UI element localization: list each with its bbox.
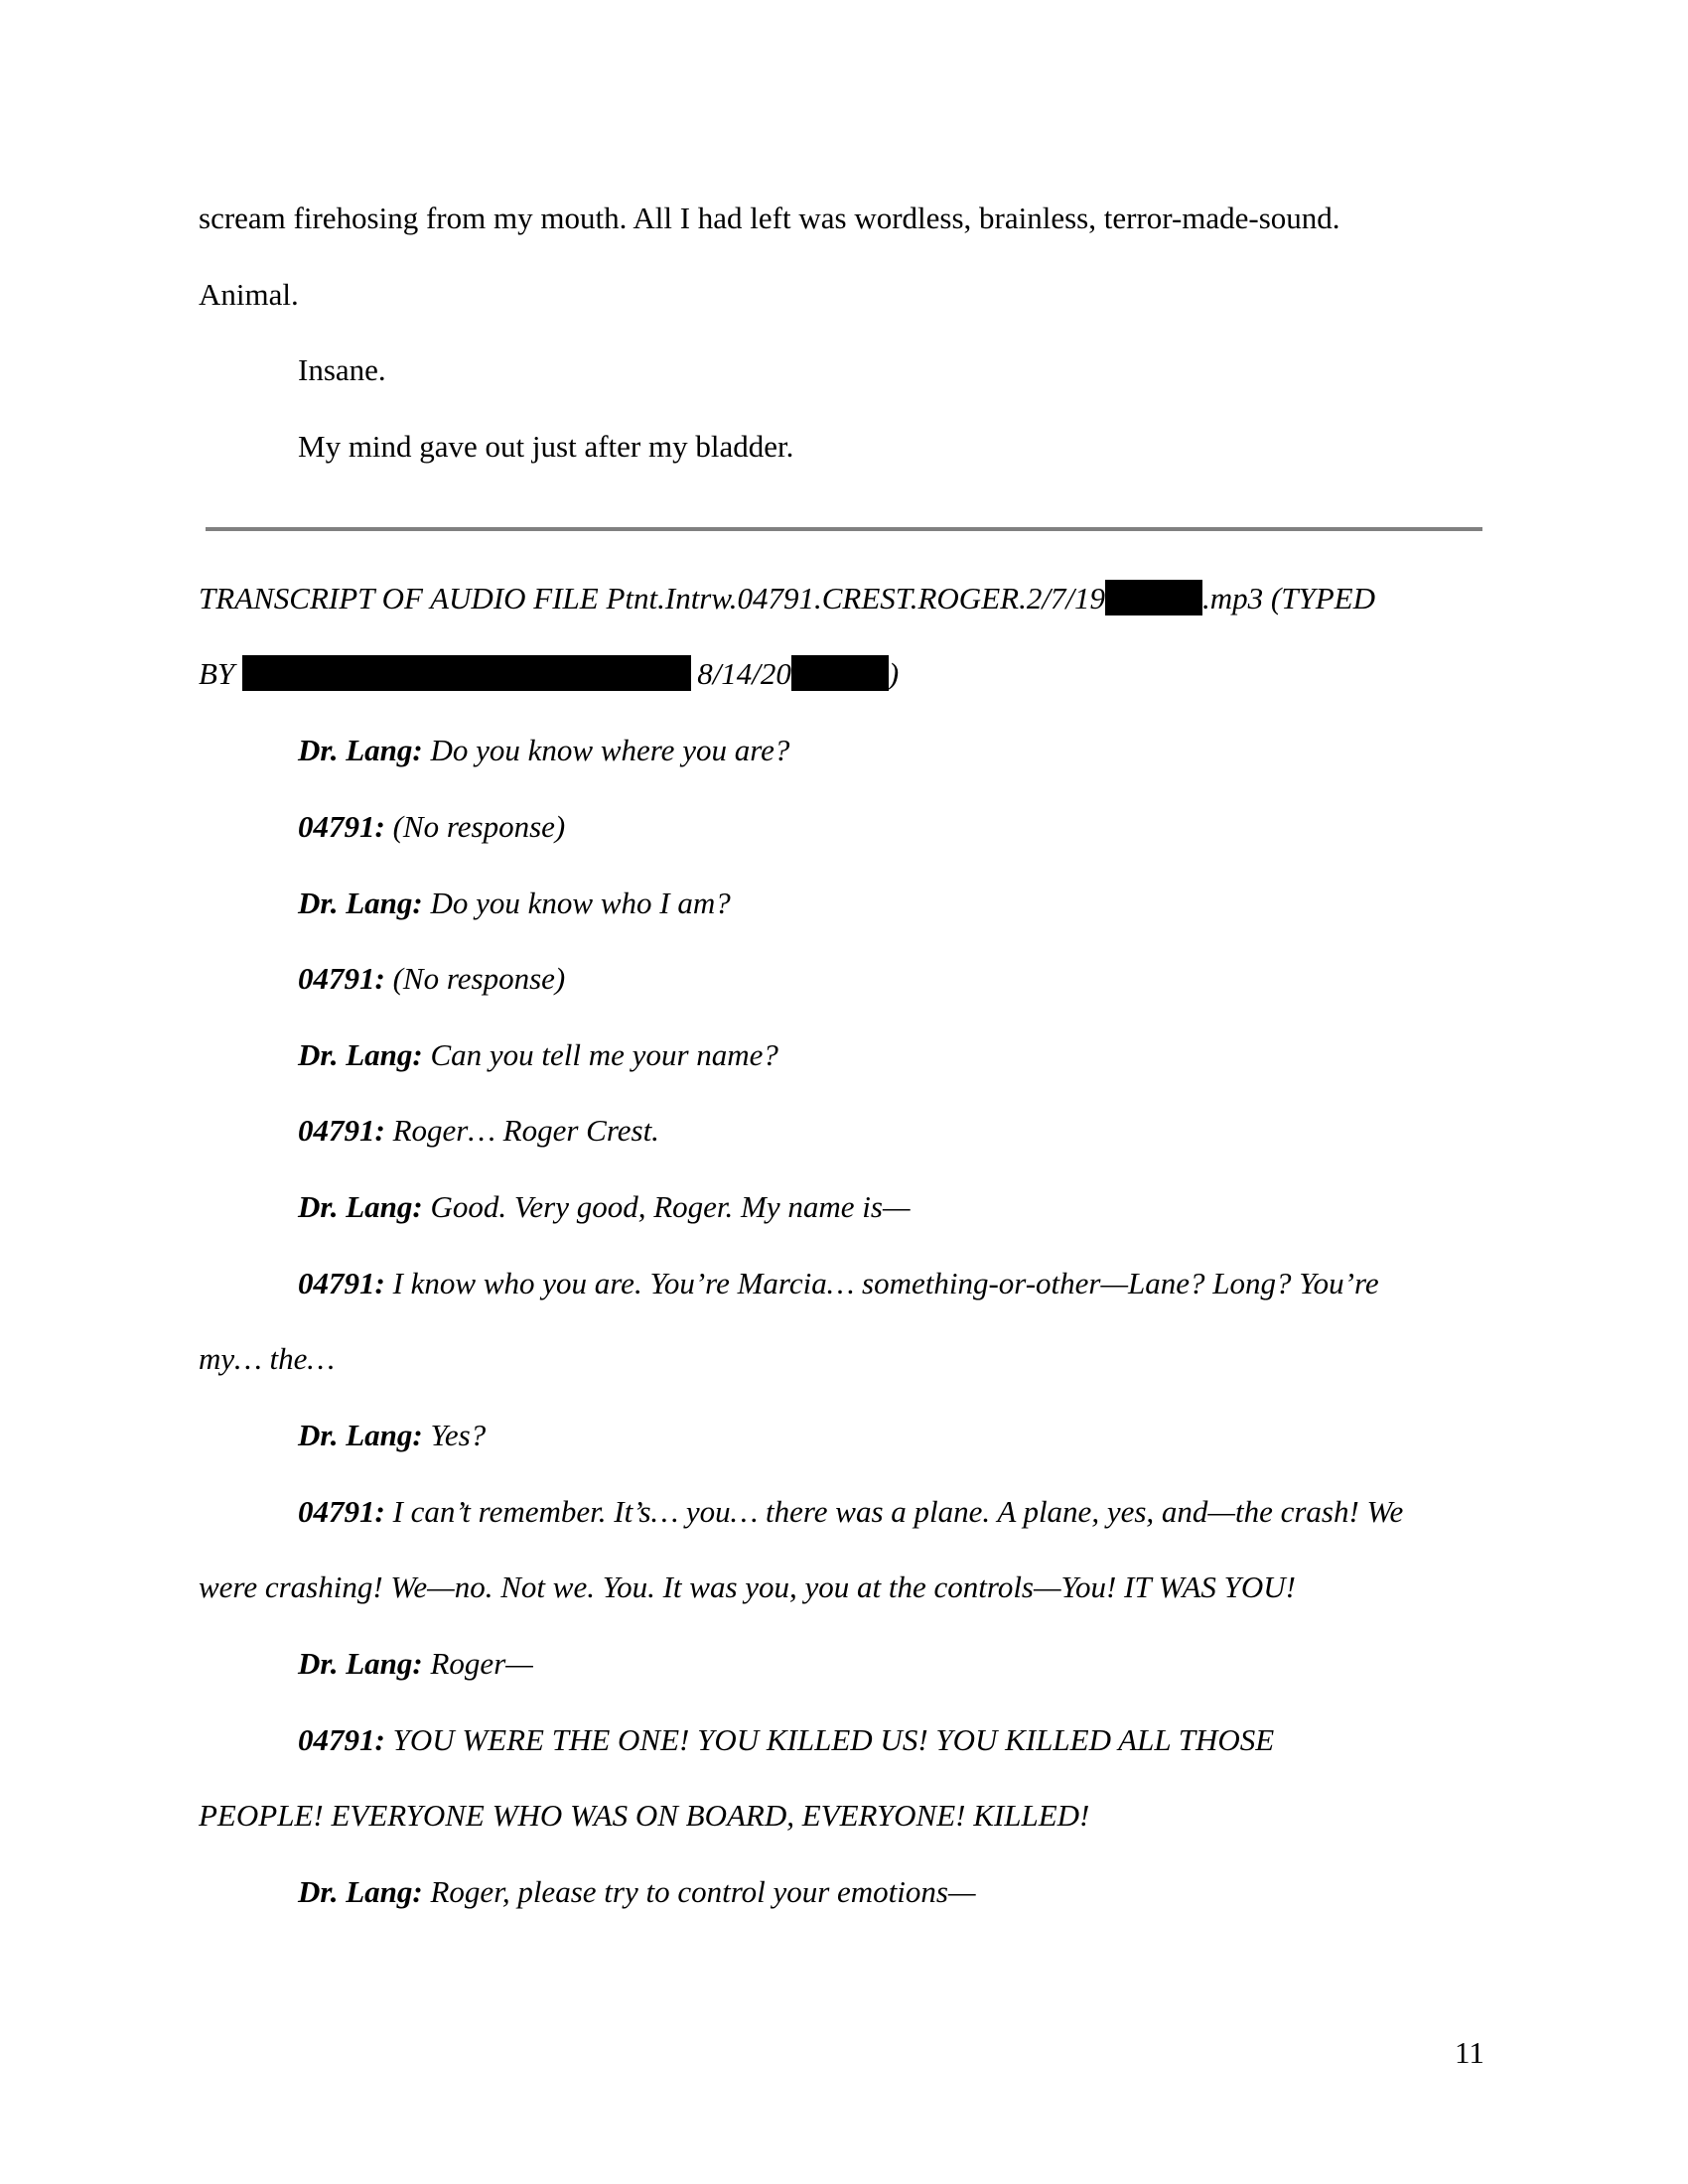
dialogue-text: (No response)	[392, 961, 566, 996]
dialogue-text: Can you tell me your name?	[430, 1037, 778, 1072]
narrative-line-1: scream firehosing from my mouth. All I had left was wordless, brainless, terror-made-sound.	[199, 201, 1340, 235]
redaction-bar	[1105, 580, 1202, 615]
section-divider	[206, 527, 1482, 531]
speaker-label: Dr. Lang:	[298, 1418, 423, 1452]
dialogue-text: (No response)	[392, 809, 566, 844]
transcript-header-line-2	[199, 654, 899, 694]
dialogue-line	[298, 1111, 659, 1151]
dialogue-line	[298, 1644, 533, 1684]
dialogue-text: Roger… Roger Crest.	[392, 1113, 659, 1148]
dialogue-text: I know who you are. You’re Marcia… something-or-other—Lane? Long? You’re	[392, 1266, 1379, 1300]
dialogue-text: I can’t remember. It’s… you… there was a plane. A plane, yes, and—the crash! We	[392, 1494, 1404, 1529]
dialogue-text: Do you know where you are?	[430, 733, 790, 767]
typed-by-label: BY	[199, 656, 235, 691]
redaction-bar	[242, 655, 691, 691]
speaker-label: 04791:	[298, 1266, 385, 1300]
narrative-line-4: My mind gave out just after my bladder.	[298, 429, 794, 464]
typed-date: 8/14/20	[697, 656, 791, 691]
speaker-label: 04791:	[298, 961, 385, 996]
speaker-label: Dr. Lang:	[298, 1874, 423, 1909]
page-number: 11	[1455, 2035, 1484, 2070]
dialogue-line	[298, 1720, 1274, 1760]
dialogue-line	[298, 1264, 1379, 1303]
dialogue-line	[298, 1035, 778, 1075]
speaker-label: Dr. Lang:	[298, 1037, 423, 1072]
dialogue-text: Roger, please try to control your emotions—	[430, 1874, 976, 1909]
dialogue-continuation: PEOPLE! EVERYONE WHO WAS ON BOARD, EVERYONE! KILLED!	[199, 1798, 1090, 1833]
dialogue-line	[298, 731, 789, 770]
dialogue-line	[298, 959, 565, 999]
narrative-line-3: Insane.	[298, 352, 386, 387]
dialogue-text: Yes?	[430, 1418, 487, 1452]
transcript-header-line-1	[199, 579, 1375, 618]
dialogue-line	[298, 884, 731, 923]
speaker-label: 04791:	[298, 1494, 385, 1529]
typed-by-close: )	[888, 656, 900, 691]
speaker-label: 04791:	[298, 1722, 385, 1757]
dialogue-text: YOU WERE THE ONE! YOU KILLED US! YOU KILLED ALL THOSE	[392, 1722, 1275, 1757]
dialogue-line	[298, 807, 565, 847]
speaker-label: Dr. Lang:	[298, 733, 423, 767]
speaker-label: 04791:	[298, 1113, 385, 1148]
dialogue-continuation: my… the…	[199, 1341, 335, 1376]
speaker-label: 04791:	[298, 809, 385, 844]
dialogue-text: Good. Very good, Roger. My name is—	[430, 1189, 911, 1224]
dialogue-line	[298, 1187, 911, 1227]
dialogue-text: Roger—	[430, 1646, 533, 1681]
speaker-label: Dr. Lang:	[298, 886, 423, 920]
dialogue-line	[298, 1872, 976, 1912]
dialogue-line	[298, 1416, 486, 1455]
transcript-header-suffix: .mp3 (TYPED	[1202, 581, 1375, 615]
speaker-label: Dr. Lang:	[298, 1189, 423, 1224]
speaker-label: Dr. Lang:	[298, 1646, 423, 1681]
dialogue-text: Do you know who I am?	[430, 886, 731, 920]
dialogue-continuation: were crashing! We—no. Not we. You. It was you, you at the controls—You! IT WAS YOU!	[199, 1570, 1296, 1604]
dialogue-line	[298, 1492, 1403, 1532]
narrative-line-2: Animal.	[199, 277, 299, 312]
transcript-header-prefix: TRANSCRIPT OF AUDIO FILE Ptnt.Intrw.04791.CREST.ROGER.2/7/19	[199, 581, 1106, 615]
redaction-bar	[791, 655, 889, 691]
